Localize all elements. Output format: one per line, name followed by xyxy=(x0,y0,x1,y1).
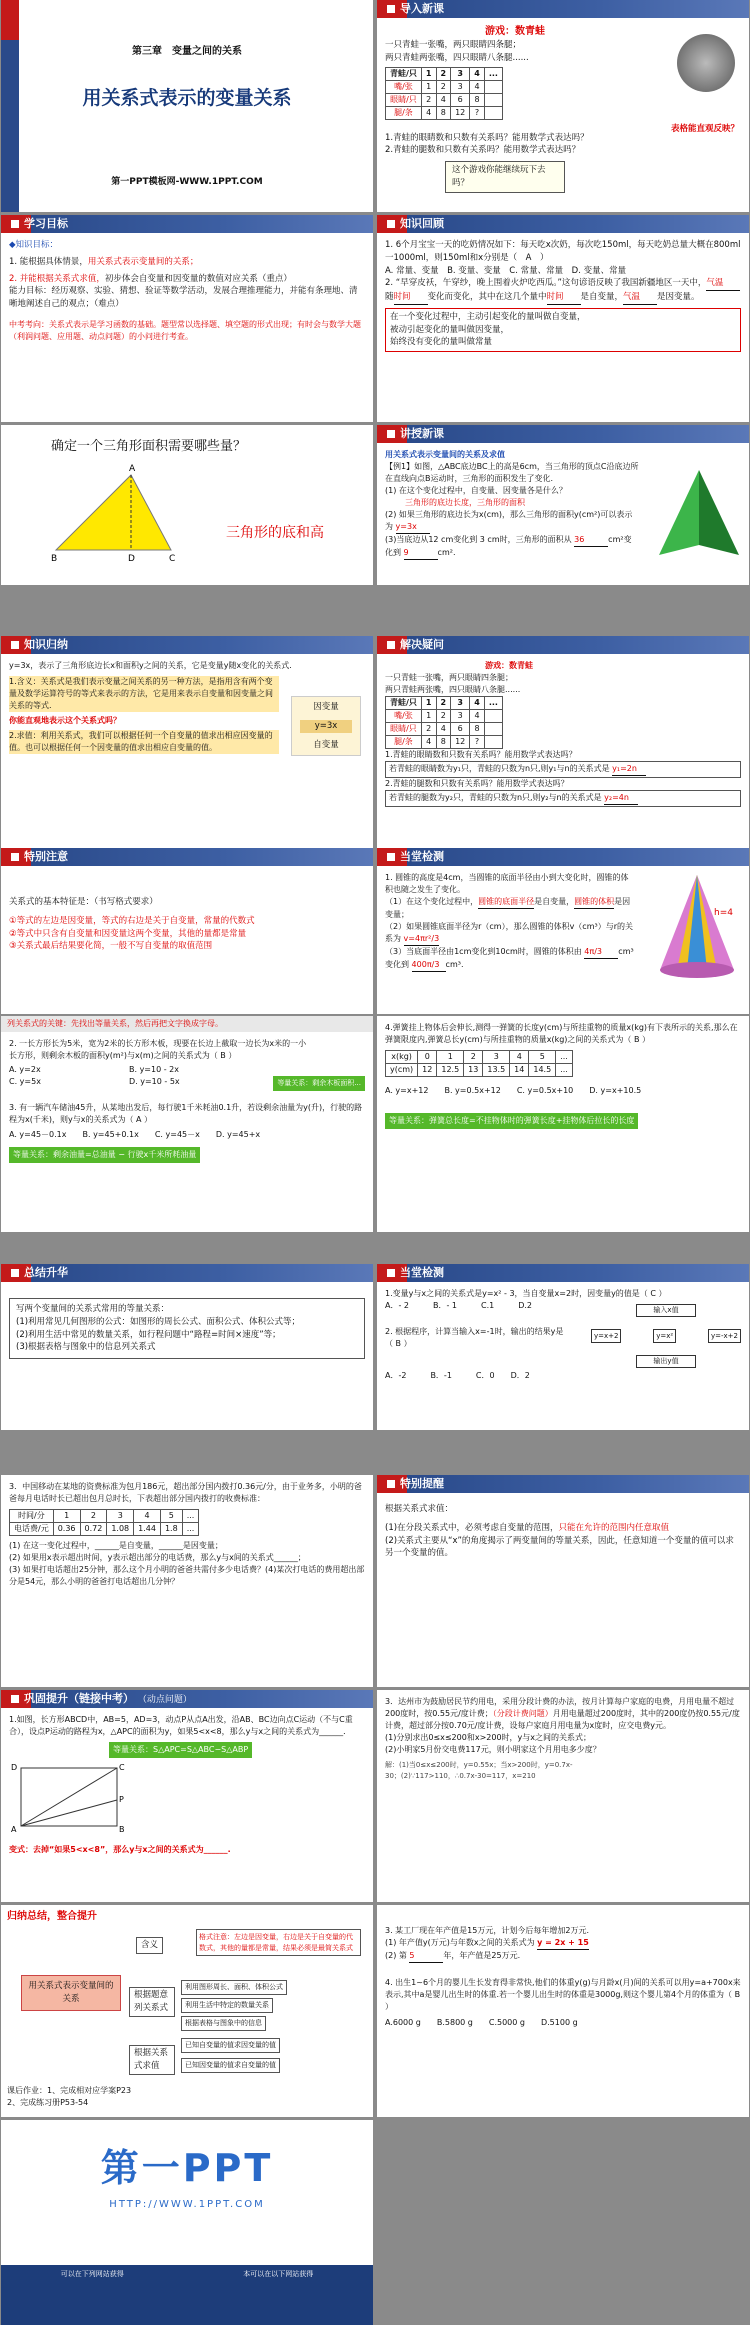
visual-question: 你能直观地表示这个关系式吗？ xyxy=(9,716,121,725)
slide-header: 学习目标 xyxy=(1,215,373,233)
summary-box: 写两个变量间的关系式常用的等量关系： (1)利用常见几何图形的公式：如图形的周长公式、面积公式、体积公式等； (2)利用生活中常见的数量关系，如行程问题中“路程=时间×速度”等； (3)根据表格与图象中的信息列关系式 xyxy=(9,1298,365,1359)
map-leaf-5: 已知自变量的值求因变量的值 xyxy=(181,2038,280,2053)
phone-a3: (3) 如果打电话超出25分钟，那么这个月小明的爸爸共需付多少电话费？(4)某次打电话的费用超出部分是54元，那么小明的爸爸打电话超出几分钟？ xyxy=(9,1565,365,1586)
slide-lesson xyxy=(377,425,749,585)
speech-bubble: 这个游戏你能继续玩下去吗？ xyxy=(445,161,565,193)
line-2: 两只青蛙两张嘴，四只眼睛八条腿...... xyxy=(385,685,521,694)
reminder-2: (2)关系式主要从“x”的角度揭示了两变量间的等量关系，因此，任意知道一个变量的值可以求另一个变量的值。 xyxy=(385,1535,734,1559)
practice-q3-options: A. y=45－0.1x B. y=45+0.1x C. y=45－x D. y=45+x xyxy=(9,1130,261,1139)
note-1: ①等式的左边是因变量，等式的右边是关于自变量，常量的代数式 xyxy=(9,915,255,926)
line-1: 一只青蛙一张嘴，两只眼睛四条腿； xyxy=(385,673,513,682)
practice-q2: 2. 一长方形长为5米，宽为2米的长方形木板，现要在长边上截取一边长为x米的一小长方形，则剩余木板的面积y(m²)与x(m)之间的关系式为（ B ） xyxy=(9,1039,307,1060)
review-options: A. 常量、变量 B. 变量、变量 C. 常量、常量 D. 变量、常量 xyxy=(385,265,627,276)
example-q1: (1) 在这个变化过程中，自变量、因变量各是什么？ xyxy=(385,486,567,495)
check-q2: 2. 根据程序，计算当输入x=-1时，输出的结果y是（ B ） xyxy=(385,1327,564,1348)
factory-question: 3. 某工厂现在年产值是15万元，计划今后每年增加2万元. xyxy=(385,1926,589,1935)
question-2: 2.青蛙的腿数和只数有关系吗？能用数学式表达吗？ xyxy=(385,145,581,156)
check-q2-options: A．-2 B．-1 C．0 D．2 xyxy=(385,1371,530,1380)
height-label: h=4 xyxy=(714,908,733,918)
cone-figure xyxy=(652,870,747,990)
area-equation: 等量关系：S△APC=S△ABC−S△ABP xyxy=(109,1742,252,1758)
table-question: 表格能直观反映？ xyxy=(670,124,739,134)
logo: 第一PPT xyxy=(100,2146,274,2190)
slide-intro xyxy=(377,0,749,212)
logo-url: HTTP://WWW.1PPT.COM xyxy=(109,2199,265,2210)
cone-question: 1. 圆锥的高度是4cm，当圆锥的底面半径由小到大变化时，圆锥的体积也随之发生了变化。 xyxy=(385,873,629,894)
rectangle-figure xyxy=(9,1760,129,1840)
elec-solution: 解：(1)当0≤x≤200时，y=0.55x；当x>200时，y=0.7x-30；(2)∵117>110，∴0.7x-30=117，x=210 xyxy=(385,1761,573,1780)
spring-table: x(kg) 0 1 2 3 4 5 ... y(cm) 12 12.5 13 13.5 14 14.5 ... xyxy=(385,1050,573,1077)
slide-header: 巩固提升（链接中考） （动点问题） xyxy=(1,1690,373,1708)
label-C: C xyxy=(169,554,176,564)
logo-area xyxy=(1,2120,373,2265)
slide-consolidate xyxy=(1,1690,373,1902)
resolve-a2: 若青蛙的腿数为y₂只，青蛙的只数为n只,则y₂与n的关系式是 y₂=4n xyxy=(385,790,741,807)
goal-3: 能力目标：经历观察、实验、猜想、验证等数学活动，发展合理推理能力，并能有条理地、清晰地阐述自己的观点；（难点） xyxy=(9,286,358,309)
square-icon xyxy=(387,1269,395,1277)
svg-text:D: D xyxy=(11,1763,18,1772)
slide-check-cone xyxy=(377,848,749,1014)
footer-links: 可以在下列网站获得 本可以在以下网站获得 xyxy=(1,2265,373,2325)
factory-a2: (2) 第 5 年，年产值是25万元. xyxy=(385,1950,741,1963)
slide-header: 知识回顾 xyxy=(377,215,749,233)
slide-goals xyxy=(1,215,373,422)
square-icon xyxy=(11,641,19,649)
square-icon xyxy=(11,1269,19,1277)
example-a1: 三角形的底边长度，三角形的面积 xyxy=(405,498,525,507)
cone-a3: （3）当底面半径由1cm变化到10cm时，圆锥的体积由 4π/3 cm³变化到 400π/3 cm³. xyxy=(385,946,634,972)
slide-header: 特别提醒 xyxy=(377,1475,749,1493)
resolve-q2: 2.青蛙的腿数和只数有关系吗？能用数学式表达吗？ xyxy=(385,779,569,788)
check-q1-options: A．- 2 B．- 1 C.1 D.2 xyxy=(385,1301,533,1310)
cone-a2: （2）如果圆锥底面半径为r（cm），那么圆锥的体积v（cm³）与r的关系为 v=4πr²/3 xyxy=(385,921,634,946)
goal-1: 1. 能根据具体情景，用关系式表示变量间的关系； xyxy=(9,256,199,267)
svg-text:C: C xyxy=(119,1763,125,1772)
pyramid-figure xyxy=(654,465,744,565)
svg-text:P: P xyxy=(119,1795,124,1804)
homework: 课后作业：1、完成相对应学案P23 2、完成练习册P53-54 xyxy=(7,2086,132,2107)
square-icon xyxy=(387,641,395,649)
map-leaf-6: 已知因变量的值求自变量的值 xyxy=(181,2058,280,2073)
baby-options: A.6000 g B.5800 g C.5000 g D.5100 g xyxy=(385,2018,578,2027)
note-heading: 关系式的基本特征是：（书写格式要求） xyxy=(9,897,158,907)
map-leaf-4: 根据表格与图象中的信息 xyxy=(181,2016,266,2031)
lesson-subtitle: 用关系式表示变量间的关系及求值 xyxy=(385,450,505,459)
review-q1: 1. 6个月宝宝一天的吃奶情况如下：每天吃x次奶，每次吃150ml，每天吃奶总量大概在800ml一1000ml，则150ml和x分别是（ A ） xyxy=(385,240,741,263)
example-q3: (3)当底边从12 cm变化到 3 cm时，三角形的面积从 36 cm²变化到 9 cm². xyxy=(385,534,639,560)
slide-header: 当堂检测 xyxy=(377,848,749,866)
slide-final-practice xyxy=(377,1905,749,2117)
question-1: 1.青蛙的眼睛数和只数有关系吗？能用数学式表达吗？ xyxy=(385,132,589,143)
square-icon xyxy=(11,1695,19,1703)
note-3: ③关系式最后结果要化简，一般不写自变量的取值范围 xyxy=(9,941,213,952)
reminder-1: (1)在分段关系式中，必须考虑自变量的范围，只能在允许的范围内任意取值 xyxy=(385,1522,670,1533)
spring-question: 4.弹簧挂上物体后会伸长,测得一弹簧的长度y(cm)与所挂重物的质量x(kg)有下表所示的关系,那么在弹簧限度内,弹簧总长y(cm)与所挂重物的质量x(kg)之间的关系式为（ B ） xyxy=(385,1023,738,1044)
game-title: 游戏：数青蛙 xyxy=(485,661,533,670)
label-A: A xyxy=(129,464,136,474)
slide-reminder xyxy=(377,1475,749,1687)
map-leaf-1: 格式注意：左边是因变量，右边是关于自变量的代数式，其他的量都是常量，结果必须是最简关系式 xyxy=(196,1929,361,1956)
slide-header: 特别注意 xyxy=(1,848,373,866)
example-q2: (2) 如果三角形的底边长为x(cm)，那么三角形的面积y(cm²)可以表示为 y=3x xyxy=(385,509,639,534)
map-leaf-3: 利用生活中特定的数量关系 xyxy=(181,1998,273,2013)
slide-summary xyxy=(1,1264,373,1430)
elec-question: 3．达州市为鼓励居民节约用电，采用分段计费的办法，按月计算每户家庭的电费，月用电量不超过200度时，按0.55元/度计费；（分段计费问题）月用电量超过200度时，其中的200度仍按0.55元/度计费，超过部分按0.70元/度计费，设每户家庭月用电量为x度时，应交电费y元。 xyxy=(385,1697,740,1730)
slide-header: 导入新课 xyxy=(377,0,749,18)
frog-table: 青蛙/只 1 2 3 4 ... 嘴/张 1 2 3 4 眼睛/只 2 4 6 8 腿/条 4 8 12 ? xyxy=(385,67,503,120)
goal-2: 2. 并能根据关系式求值，初步体会自变量和因变量的数值对应关系（重点） xyxy=(9,273,292,284)
spring-equation: 等量关系：弹簧总长度=不挂物体时的弹簧长度+挂物体后拉长的长度 xyxy=(385,1113,638,1129)
frog-table: 青蛙/只 1 2 3 4 ... 嘴/张 1 2 3 4 眼睛/只 2 4 6 8 腿/条 4 8 12 ? xyxy=(385,696,503,749)
slide-resolve xyxy=(377,636,749,848)
map-node-3: 根据关系式求值 xyxy=(129,2045,175,2075)
review-q2: 2. “早穿皮袄，午穿纱，晚上围着火炉吃西瓜。”这句谚语反映了我国新疆地区一天中，气温随时间 变化而变化，其中在这几个量中时间 是自变量，气温 是因变量。 xyxy=(385,277,741,305)
slide-header: 当堂检测 xyxy=(377,1264,749,1282)
square-icon xyxy=(387,220,395,228)
triangle-question: 确定一个三角形面积需要哪些量？ xyxy=(51,439,247,454)
resolve-a1: 若青蛙的眼睛数为y₁只，青蛙的只数为n只,则y₁与n的关系式是 y₁=2n xyxy=(385,761,741,778)
svg-text:A: A xyxy=(11,1825,17,1834)
check-q1: 1.变量y与x之间的关系式是y=x² - 3，当自变量x=2时，因变量y的值是（ C ） xyxy=(385,1289,667,1298)
line-1: 一只青蛙一张嘴，两只眼睛四条腿； xyxy=(385,40,522,50)
slide-review xyxy=(377,215,749,422)
slide-triangle xyxy=(1,425,373,585)
value-block: 2.求值：利用关系式，我们可以根据任何一个自变量的值求出相应因变量的值。也可以根据任何一个因变量的值求出相应自变量的值。 xyxy=(9,730,279,754)
phone-table: 时间/分 1 2 3 4 5 ... 电话费/元 0.36 0.72 1.08 1.44 1.8 ... xyxy=(9,1509,199,1536)
q2-hint: 等量关系：剩余木板面积... xyxy=(273,1076,365,1091)
square-icon xyxy=(387,1480,395,1488)
relation-text: y=3x，表示了三角形底边长x和面积y之间的关系，它是变量y随x变化的关系式. xyxy=(9,661,292,670)
definition-box: 在一个变化过程中，主动引起变化的量叫做自变量， 被动引起变化的量叫做因变量， 始终没有变化的量叫做常量 xyxy=(385,308,741,352)
slide-ending xyxy=(1,2120,373,2325)
slide-practice-1 xyxy=(1,1016,373,1232)
label-B: B xyxy=(51,554,58,564)
map-title: 归纳总结，整合提升 xyxy=(7,1911,97,1922)
label-D: D xyxy=(128,554,135,564)
key-bar: 列关系式的关键：先找出等量关系，然后再把文字换成字母。 xyxy=(1,1016,373,1032)
map-node-1: 含义 xyxy=(136,1937,163,1954)
slide-electricity xyxy=(377,1690,749,1902)
practice-q3: 3. 有一辆汽车储油45升，从某地出发后，每行驶1千米耗油0.1升，若设剩余油量为y(升)，行驶的路程为x(千米)，则y与x的关系式为（ A ） xyxy=(9,1103,363,1124)
spring-options: A. y=x+12 B. y=0.5x+12 C. y=0.5x+10 D. y=x+10.5 xyxy=(385,1086,642,1095)
q3-equation: 等量关系：剩余油量=总油量 − 行驶x千米所耗油量 xyxy=(9,1147,200,1163)
triangle-hint: 三角形的底和高 xyxy=(226,525,324,541)
phone-a2: (2) 如果用x表示超出时间，y表示超出部分的电话费，那么y与x间的关系式______； xyxy=(9,1553,306,1562)
line-2: 两只青蛙两张嘴，四只眼睛八条腿...... xyxy=(385,52,529,63)
square-icon xyxy=(11,220,19,228)
map-node-2: 根据题意列关系式 xyxy=(129,1987,175,2017)
square-icon xyxy=(387,853,395,861)
note-2: ②等式中只含有自变量和因变量这两个变量，其他的量都是常量 xyxy=(9,928,247,939)
square-icon xyxy=(11,853,19,861)
flow-chart: 输入x值 y=x+2 y=x² y=-x+2 输出y值 xyxy=(591,1304,741,1368)
elec-a1: (1)分别求出0≤x≤200和x>200时，y与x之间的关系式； xyxy=(385,1733,592,1742)
variant-question: 变式：去掉“如果5<x<8”，那么y与x之间的关系式为______. xyxy=(9,1845,231,1854)
reminder-heading: 根据关系式求值： xyxy=(385,1504,454,1514)
svg-text:B: B xyxy=(119,1825,125,1834)
footer-text: 第一PPT模板网-WWW.1PPT.COM xyxy=(111,177,263,187)
meaning-block: 1.含义：关系式是我们表示变量之间关系的另一种方法，是指用含有两个变量及数学运算符号的等式来表示的方法，它是用来表示自变量和因变量之间关系的等式. xyxy=(9,676,279,712)
frog-icon xyxy=(677,34,735,92)
slide-header: 知识归纳 xyxy=(1,636,373,654)
slide-title-text: 用关系式表示的变量关系 xyxy=(82,87,292,109)
resolve-q1: 1.青蛙的眼睛数和只数有关系吗？能用数学式表达吗？ xyxy=(385,750,577,759)
phone-a1: (1) 在这一变化过程中，______是自变量，______是因变量； xyxy=(9,1541,223,1550)
slide-concept-map xyxy=(1,1905,373,2117)
slide-phone-bill xyxy=(1,1475,373,1687)
slide-summary-knowledge xyxy=(1,636,373,848)
slide-practice-2 xyxy=(377,1016,749,1232)
slide-header: 总结升华 xyxy=(1,1264,373,1282)
cone-a1: （1）在这个变化过程中，圆锥的底面半径是自变量，圆锥的体积是因变量； xyxy=(385,897,631,919)
exam-note: 中考考向：关系式表示是学习函数的基础。题型常以选择题、填空题的形式出现；有时会与数学大题（利润问题、应用题、动点问题）的小问进行考查。 xyxy=(9,319,361,341)
slide-check-2 xyxy=(377,1264,749,1430)
goal-heading: ◆知识目标： xyxy=(9,240,59,250)
elec-a2: (2)小明家5月份交电费117元，则小明家这个月用电多少度？ xyxy=(385,1745,601,1754)
moving-point-question: 1.如图，长方形ABCD中，AB=5，AD=3，动点P从点A出发，沿AB、BC边向点C运动（不与C重合），设点P运动的路程为x，△APC的面积为y，如果5<x<8，那么y与x之间的关系式为______． xyxy=(9,1715,353,1736)
square-icon xyxy=(387,5,395,13)
slide-note xyxy=(1,848,373,1014)
square-icon xyxy=(387,430,395,438)
triangle-figure xyxy=(1,455,373,585)
slide-title xyxy=(1,0,373,212)
slide-header: 解决疑问 xyxy=(377,636,749,654)
map-center: 用关系式表示变量间的关系 xyxy=(21,1975,121,2011)
slide-header: 讲授新课 xyxy=(377,425,749,443)
baby-question: 4. 出生1~6个月的婴儿生长发育得非常快,他们的体重y(g)与月龄x(月)间的关系可以用y=a+700x来表示,其中a是婴儿出生时的体重.若一个婴儿出生时的体重是3000g,则这个婴儿第4个月的体重为（ B ） xyxy=(385,1978,741,2011)
example-text: 【例1】如图，△ABC底边BC上的高是6cm，当三角形的顶点C沿底边所在直线向点B运动时，三角形的面积发生了变化. xyxy=(385,462,639,483)
game-title: 游戏：数青蛙 xyxy=(485,26,545,37)
practice-q2-options: A. y=2x B. y=10 - 2x C. y=5x D. y=10 - 5x xyxy=(9,1065,180,1086)
formula-card: 因变量 y=3x 自变量 xyxy=(291,696,361,756)
map-leaf-2: 利用图形周长、面积、体积公式 xyxy=(181,1980,287,1995)
chapter-label: 第三章 变量之间的关系 xyxy=(132,46,242,57)
phone-question: 3．中国移动在某地的资费标准为包月186元，超出部分国内拨打0.36元/分，由于业务多，小明的爸爸每月电话时长已超出包月总时长，下表超出部分国内拨打的收费标准： xyxy=(9,1482,362,1503)
factory-a1: (1) 年产值y(万元)与年数x之间的关系式为 y = 2x + 15 xyxy=(385,1937,741,1950)
